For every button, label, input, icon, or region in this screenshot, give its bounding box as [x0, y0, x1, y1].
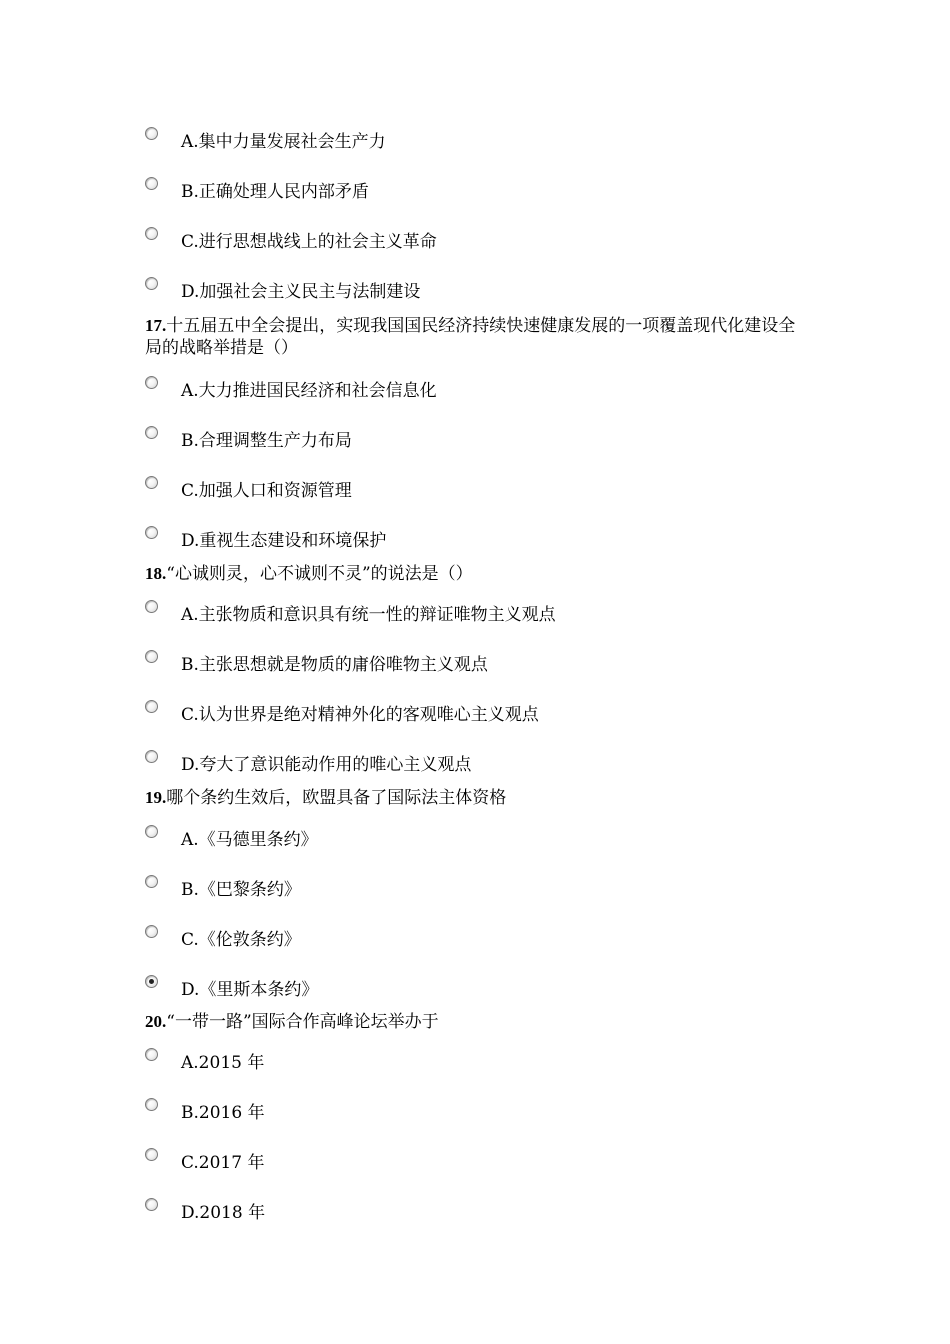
radio-button[interactable]: [145, 476, 158, 489]
radio-button[interactable]: [145, 526, 158, 539]
question-text: 哪个条约生效后，欧盟具备了国际法主体资格: [166, 788, 507, 808]
q18-option-a[interactable]: [145, 600, 845, 624]
option-label: A.大力推进国民经济和社会信息化: [181, 381, 437, 401]
radio-button[interactable]: [145, 127, 158, 140]
option-label: D.重视生态建设和环境保护: [181, 531, 387, 551]
radio-button[interactable]: [145, 376, 158, 389]
radio-button[interactable]: [145, 825, 158, 838]
option-label: B.合理调整生产力布局: [181, 431, 352, 451]
q20-option-c[interactable]: [145, 1148, 845, 1172]
question-18-title: [145, 563, 805, 585]
option-label: B.《巴黎条约》: [181, 880, 301, 900]
question-17-title: [145, 315, 805, 359]
radio-button[interactable]: [145, 227, 158, 240]
q17-option-d[interactable]: [145, 526, 845, 550]
option-label: D.2018 年: [181, 1203, 266, 1223]
option-label: B.2016 年: [181, 1103, 265, 1123]
option-label: C.《伦敦条约》: [181, 930, 301, 950]
radio-button[interactable]: [145, 1148, 158, 1161]
option-label: B.主张思想就是物质的庸俗唯物主义观点: [181, 655, 488, 675]
q17-option-b[interactable]: [145, 426, 845, 450]
option-label: A.《马德里条约》: [181, 830, 318, 850]
radio-button[interactable]: [145, 1048, 158, 1061]
radio-button[interactable]: [145, 650, 158, 663]
q18-option-b[interactable]: [145, 650, 845, 674]
q16-option-c[interactable]: [145, 227, 845, 251]
question-number: 17.: [145, 316, 167, 335]
question-19-title: [145, 787, 805, 809]
radio-button[interactable]: [145, 875, 158, 888]
question-text: “一带一路”国际合作高峰论坛举办于: [166, 1012, 439, 1032]
radio-button[interactable]: [145, 750, 158, 763]
q16-option-d[interactable]: [145, 277, 845, 301]
q18-option-d[interactable]: [145, 750, 845, 774]
question-text: 十五届五中全会提出，实现我国国民经济持续快速健康发展的一项覆盖现代化建设全局的战略举措是（）: [145, 316, 796, 358]
q19-option-c[interactable]: [145, 925, 845, 949]
q16-option-a[interactable]: [145, 127, 845, 151]
radio-button[interactable]: [145, 600, 158, 613]
q20-option-d[interactable]: [145, 1198, 845, 1222]
q16-option-b[interactable]: [145, 177, 845, 201]
radio-button[interactable]: [145, 426, 158, 439]
question-number: 19.: [145, 788, 167, 807]
radio-button[interactable]: [145, 1198, 158, 1211]
option-label: C.2017 年: [181, 1153, 265, 1173]
q17-option-a[interactable]: [145, 376, 845, 400]
q18-option-c[interactable]: [145, 700, 845, 724]
question-number: 20.: [145, 1012, 167, 1031]
radio-button[interactable]: [145, 700, 158, 713]
radio-button[interactable]: [145, 1098, 158, 1111]
option-label: B.正确处理人民内部矛盾: [181, 182, 369, 202]
option-label: A.集中力量发展社会生产力: [181, 132, 386, 152]
question-text: “心诚则灵，心不诚则不灵”的说法是（）: [166, 564, 473, 584]
option-label: C.认为世界是绝对精神外化的客观唯心主义观点: [181, 705, 539, 725]
option-label: D.《里斯本条约》: [181, 980, 319, 1000]
question-number: 18.: [145, 564, 167, 583]
radio-button[interactable]: [145, 277, 158, 290]
q20-option-b[interactable]: [145, 1098, 845, 1122]
q20-option-a[interactable]: [145, 1048, 845, 1072]
option-label: D.夸大了意识能动作用的唯心主义观点: [181, 755, 472, 775]
q19-option-b[interactable]: [145, 875, 845, 899]
option-label: A.主张物质和意识具有统一性的辩证唯物主义观点: [181, 605, 556, 625]
question-20-title: [145, 1011, 805, 1033]
option-label: A.2015 年: [181, 1053, 265, 1073]
option-label: C.加强人口和资源管理: [181, 481, 352, 501]
option-label: C.进行思想战线上的社会主义革命: [181, 232, 437, 252]
option-label: D.加强社会主义民主与法制建设: [181, 282, 421, 302]
radio-button-selected[interactable]: [145, 975, 158, 988]
q19-option-d[interactable]: [145, 975, 845, 999]
q17-option-c[interactable]: [145, 476, 845, 500]
radio-button[interactable]: [145, 925, 158, 938]
radio-button[interactable]: [145, 177, 158, 190]
q19-option-a[interactable]: [145, 825, 845, 849]
